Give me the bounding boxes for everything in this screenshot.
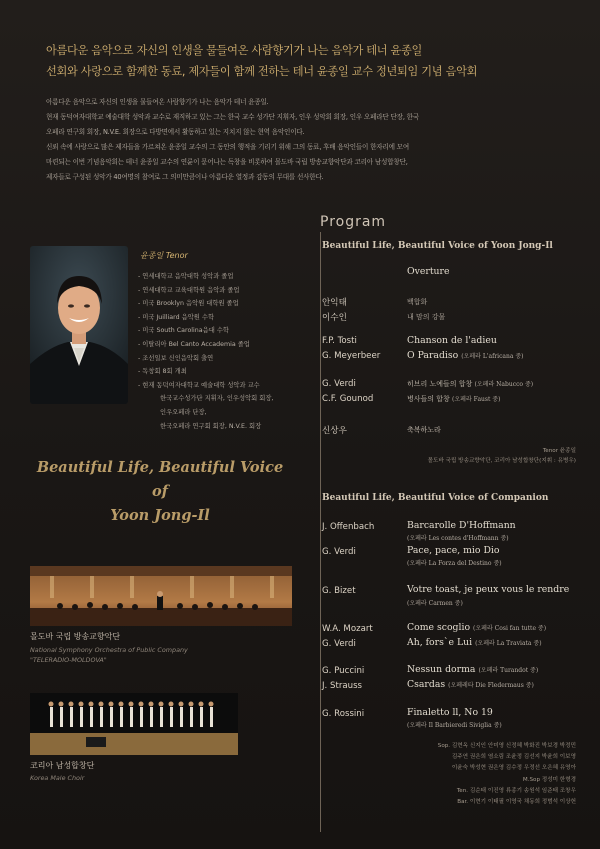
concert-title-line: Beautiful Life, Beautiful Voice	[36, 459, 284, 476]
cast-line: 김주연 권은희 염소림 조윤정 김선지 박윤희 이보영	[451, 754, 576, 761]
work: Come scoglio	[407, 622, 471, 633]
cast-line: Ten. 김순태 이진영 류종기 송원석 임준태 조창우	[456, 787, 576, 794]
work-note: (오페라 Faust 중)	[452, 396, 501, 403]
work-row	[407, 679, 534, 690]
cast-line: M.Sop 정성미 한형경	[522, 776, 576, 783]
work: O Paradiso	[407, 350, 459, 361]
work-note: (오페라 Carmen 중)	[407, 600, 463, 607]
work-note: (오페라 Turandot 중)	[478, 667, 539, 674]
composer: G. Verdi	[322, 639, 356, 649]
work-row	[407, 637, 542, 648]
work-note: (오페라 L'africana 중)	[461, 353, 524, 360]
work-row	[407, 622, 546, 633]
bio-item: - 연세대학교 교육대학원 음악과 졸업	[138, 286, 240, 294]
cast-line: 이윤숙 박성현 권은영 김수정 우정선 오은혜 유영아	[451, 765, 576, 772]
choir-name-en: Korea Male Choir	[30, 774, 85, 782]
composer: G. Verdi	[322, 379, 356, 389]
overture: Overture	[407, 266, 450, 277]
tenor-portrait	[30, 246, 128, 404]
concert-title-line: of	[152, 483, 168, 500]
work-row	[407, 379, 533, 389]
bio-item: - 미국 South Carolina음대 수학	[138, 327, 229, 335]
composer: G. Bizet	[322, 586, 356, 596]
bio-list	[138, 270, 323, 433]
bio-item: - 연세대학교 음악대학 성악과 졸업	[138, 273, 234, 280]
work: Csardas	[407, 679, 446, 690]
work: 축복하노라	[407, 426, 441, 434]
orchestra-name-ko: 몰도바 국립 방송교향악단	[30, 632, 121, 641]
work-note: (오페레타 Die Fledermaus 중)	[448, 682, 534, 689]
composer: J. Strauss	[322, 681, 363, 691]
concert-title	[30, 456, 290, 528]
bio-item-continued: 한국오페라 연구회 회장, N.V.E. 회장	[160, 422, 262, 430]
work-note: (오페라 Nabucco 중)	[474, 381, 534, 388]
program-part1-heading: Beautiful Life, Beautiful Voice of Yoon Jong-Il	[322, 241, 553, 251]
bio-item: - 미국 Brooklyn 음악원 대학원 졸업	[138, 300, 239, 308]
work: Finaletto ll, No 19	[407, 707, 493, 718]
orchestra-name-en-line: "TELERADIO-MOLDOVA"	[30, 656, 107, 664]
orchestra-name-en	[30, 645, 188, 665]
work: 내 맘의 강물	[407, 313, 446, 321]
work: Votre toast, je peux vous le rendre	[407, 584, 570, 595]
performers-soloist: Tenor 윤종일	[542, 448, 576, 454]
work: Ah, fors`e Lui	[407, 637, 473, 648]
bio-item: - 독창회 8회 개최	[138, 368, 187, 376]
headline-line-1: 아름다운 음악으로 자신의 인생을 물들여온 사람향기가 나는 음악가 테너 윤종일	[46, 44, 423, 57]
program-title: Program	[320, 214, 387, 230]
work: 백합화	[407, 298, 428, 306]
cast-line: Bar. 이현기 이태필 이영국 채동희 정범석 이상헌	[457, 799, 576, 806]
headline-line-2: 선회와 사랑으로 함께한 동료, 제자들이 함께 전하는 테너 윤종일 교수 정년퇴임 기념 음악회	[46, 65, 478, 78]
work-row	[407, 350, 524, 361]
work-note: (오페라 La Forza del Destino 중)	[407, 560, 502, 567]
composer: G. Verdi	[322, 547, 356, 557]
bio-item: - 미국 Juilliard 음악원 수학	[138, 313, 215, 321]
bio-name: 윤종일 Tenor	[140, 251, 188, 260]
composer: 신상우	[322, 426, 347, 436]
orchestra-name-en-line: National Symphony Orchestra of Public Company	[30, 646, 188, 654]
work: Chanson de l'adieu	[407, 335, 497, 346]
work: 히브리 노예들의 합창	[407, 380, 473, 388]
orchestra-photo	[30, 566, 292, 626]
composer: 안익태	[322, 298, 347, 308]
bio-item-continued: 한국교수성가단 지휘자, 인우성악회 회장,	[160, 395, 274, 403]
cast-line: Sop. 김현옥 신지인 안미영 신정혜 박화진 박보경 박정민	[437, 743, 576, 749]
intro-line: 마련되는 이번 기념음악회는 테너 윤종일 교수의 연륜이 묻어나는 독창을 비롯하여 몰도바 국립 방송교향악단과 코리아 남성합창단,	[46, 158, 408, 166]
work: Nessun dorma	[407, 664, 476, 675]
intro-line: 현재 동덕여자대학교 예술대학 성악과 교수로 재직하고 있는 그는 한국 교수 성가단 지휘자, 인우 성악회 회장, 인우 오페라단 단장, 한국	[46, 113, 419, 121]
intro-paragraph	[46, 95, 566, 185]
composer: J. Offenbach	[322, 522, 375, 532]
intro-line: 제자들로 구성된 성악가 40여명의 참여로 그 의미만큼이나 아름다운 열정과 감동의 무대를 선사한다.	[46, 173, 324, 181]
headline	[46, 40, 566, 82]
composer: C.F. Gounod	[322, 394, 374, 404]
composer: G. Meyerbeer	[322, 351, 381, 361]
concert-title-line: Yoon Jong-Il	[110, 507, 210, 524]
choir-name-ko: 코리아 남성합창단	[30, 761, 95, 770]
bio-item: - 현재 동덕여자대학교 예술대학 성악과 교수	[138, 381, 260, 389]
work-note: (오페라 Cosi fan tutte 중)	[473, 625, 547, 632]
composer: G. Puccini	[322, 666, 365, 676]
intro-line: 신뢰 속에 사랑으로 많은 제자들을 가르쳐온 윤종일 교수의 그 동안의 행적을 기리기 위해 그의 동료, 후배 음악인들이 한자리에 모여	[46, 143, 410, 151]
work-note: (오페라 Il Barbieredi Siviglia 중)	[407, 722, 502, 729]
work: 병사들의 합창	[407, 395, 450, 403]
bio-item: - 이탈리아 Bel Canto Accademia 졸업	[138, 340, 250, 348]
intro-line: 오페라 연구회 회장, N.V.E. 회장으로 다방면에서 활동하고 있는 지치지 않는 현역 음악인이다.	[46, 128, 305, 136]
work-row	[407, 394, 500, 404]
composer: F.P. Tosti	[322, 336, 357, 346]
work: Pace, pace, mio Dio	[407, 545, 500, 556]
bio-item-continued: 인우오페라 단장,	[160, 408, 207, 416]
intro-line: 아름다운 음악으로 자신의 인생을 물들여온 사람향기가 나는 음악가 테너 윤종일.	[46, 98, 269, 106]
work-note: (오페라 Les contes d'Hoffmann 중)	[407, 535, 509, 542]
work-row	[407, 664, 538, 675]
cast-list	[438, 741, 576, 808]
composer: G. Rossini	[322, 709, 365, 719]
choir-photo	[30, 693, 238, 755]
composer: W.A. Mozart	[322, 624, 373, 634]
performers-ensemble: 몰도바 국립 방송교향악단, 코리아 남성합창단(지휘 : 유병우)	[427, 458, 576, 464]
program-part2-heading: Beautiful Life, Beautiful Voice of Companion	[322, 493, 549, 503]
composer: 이수인	[322, 313, 347, 323]
work: Barcarolle D'Hoffmann	[407, 520, 516, 531]
work-note: (오페라 La Traviata 중)	[475, 640, 542, 647]
bio-item: - 조선일보 신인음악회 출연	[138, 354, 214, 362]
